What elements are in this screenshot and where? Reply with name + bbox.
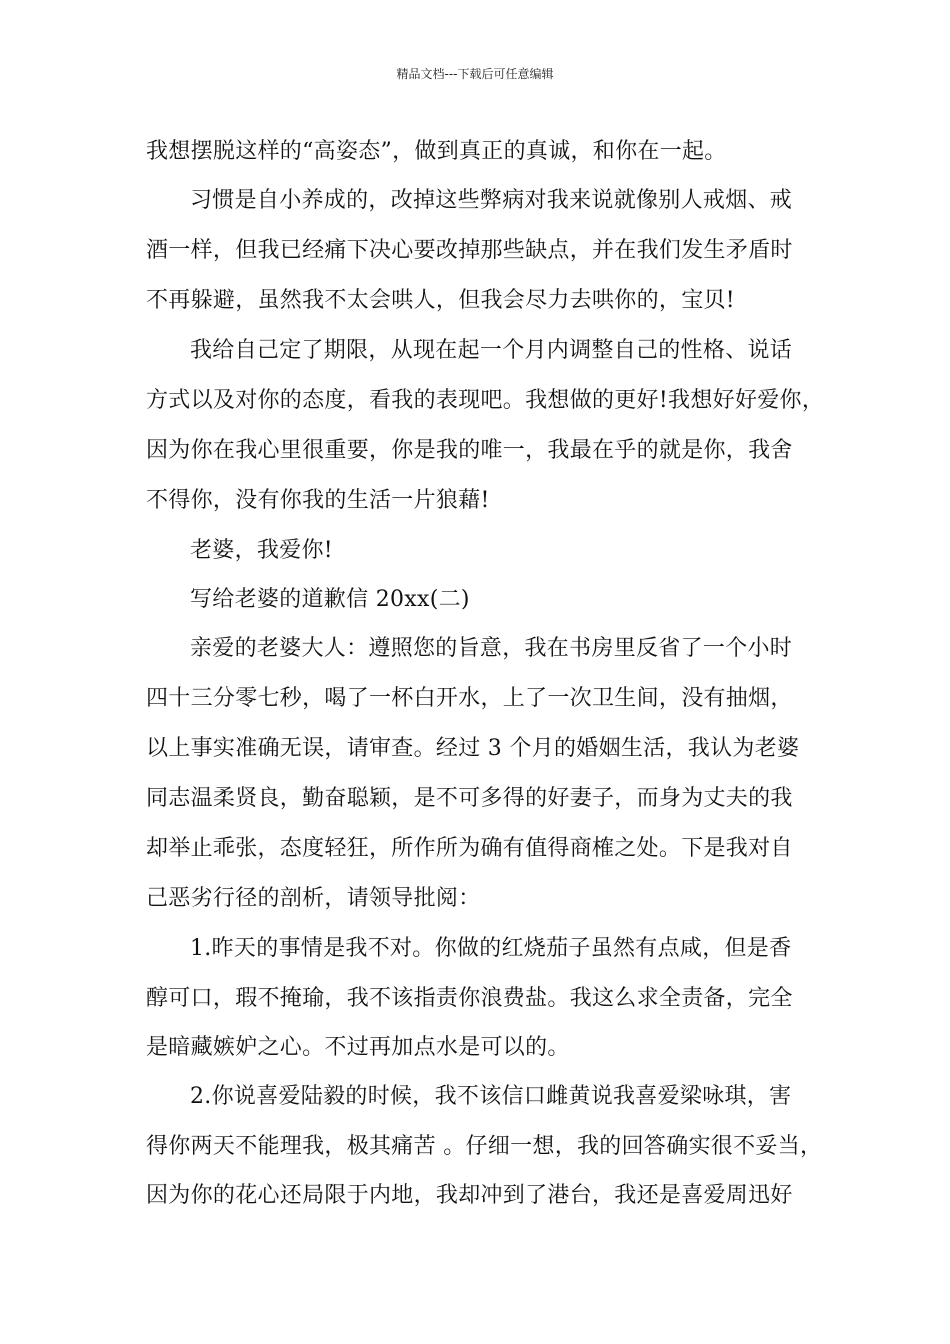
text-line: 方式以及对你的态度，看我的表现吧。我想做的更好!我想好好爱你， (146, 388, 825, 413)
section-title: 写给老婆的道歉信 20xx(二) (190, 587, 470, 612)
text-line: 老婆，我爱你! (190, 538, 333, 563)
text-line: 醇可口，瑕不掩瑜，我不该指责你浪费盐。我这么求全责备，完全 (146, 986, 793, 1011)
text-line: 以上事实准确无误，请审查。经过 3 个月的婚姻生活，我认为老婆 (146, 736, 800, 761)
text-line: 2.你说喜爱陆毅的时候，我不该信口雌黄说我喜爱梁咏琪，害 (190, 1084, 792, 1109)
text-line: 酒一样，但我已经痛下决心要改掉那些缺点，并在我们发生矛盾时 (146, 238, 793, 263)
text-line: 不再躲避，虽然我不太会哄人，但我会尽力去哄你的，宝贝! (146, 288, 735, 313)
text-line: 四十三分零七秒，喝了一杯白开水，上了一次卫生间，没有抽烟， (146, 686, 793, 711)
text-line: 却举止乖张，态度轻狂，所作所为确有值得商榷之处。下是我对自 (146, 836, 793, 861)
text-line: 因为你的花心还局限于内地，我却冲到了港台，我还是喜爱周迅好 (146, 1183, 793, 1208)
text-line: 不得你，没有你我的生活一片狼藉! (146, 488, 490, 513)
text-line: 亲爱的老婆大人：遵照您的旨意，我在书房里反省了一个小时 (190, 636, 793, 661)
page-header: 精品文档---下载后可任意编辑 (396, 67, 554, 81)
text-line: 同志温柔贤良，勤奋聪颖，是不可多得的好妻子，而身为丈夫的我 (146, 786, 793, 811)
text-line: 我想摆脱这样的“高姿态”，做到真正的真诚，和你在一起。 (146, 139, 727, 164)
text-line: 1.昨天的事情是我不对。你做的红烧茄子虽然有点咸，但是香 (190, 936, 792, 961)
text-line: 我给自己定了期限，从现在起一个月内调整自己的性格、说话 (190, 338, 793, 363)
text-line: 是暗藏嫉妒之心。不过再加点水是可以的。 (146, 1035, 570, 1060)
text-line: 己恶劣行径的剖析，请领导批阅： (146, 886, 481, 911)
text-line: 习惯是自小养成的，改掉这些弊病对我来说就像别人戒烟、戒 (190, 188, 793, 213)
text-line: 得你两天不能理我，极其痛苦 。仔细一想，我的回答确实很不妥当， (146, 1134, 823, 1159)
text-line: 因为你在我心里很重要，你是我的唯一，我最在乎的就是你，我舍 (146, 438, 793, 463)
